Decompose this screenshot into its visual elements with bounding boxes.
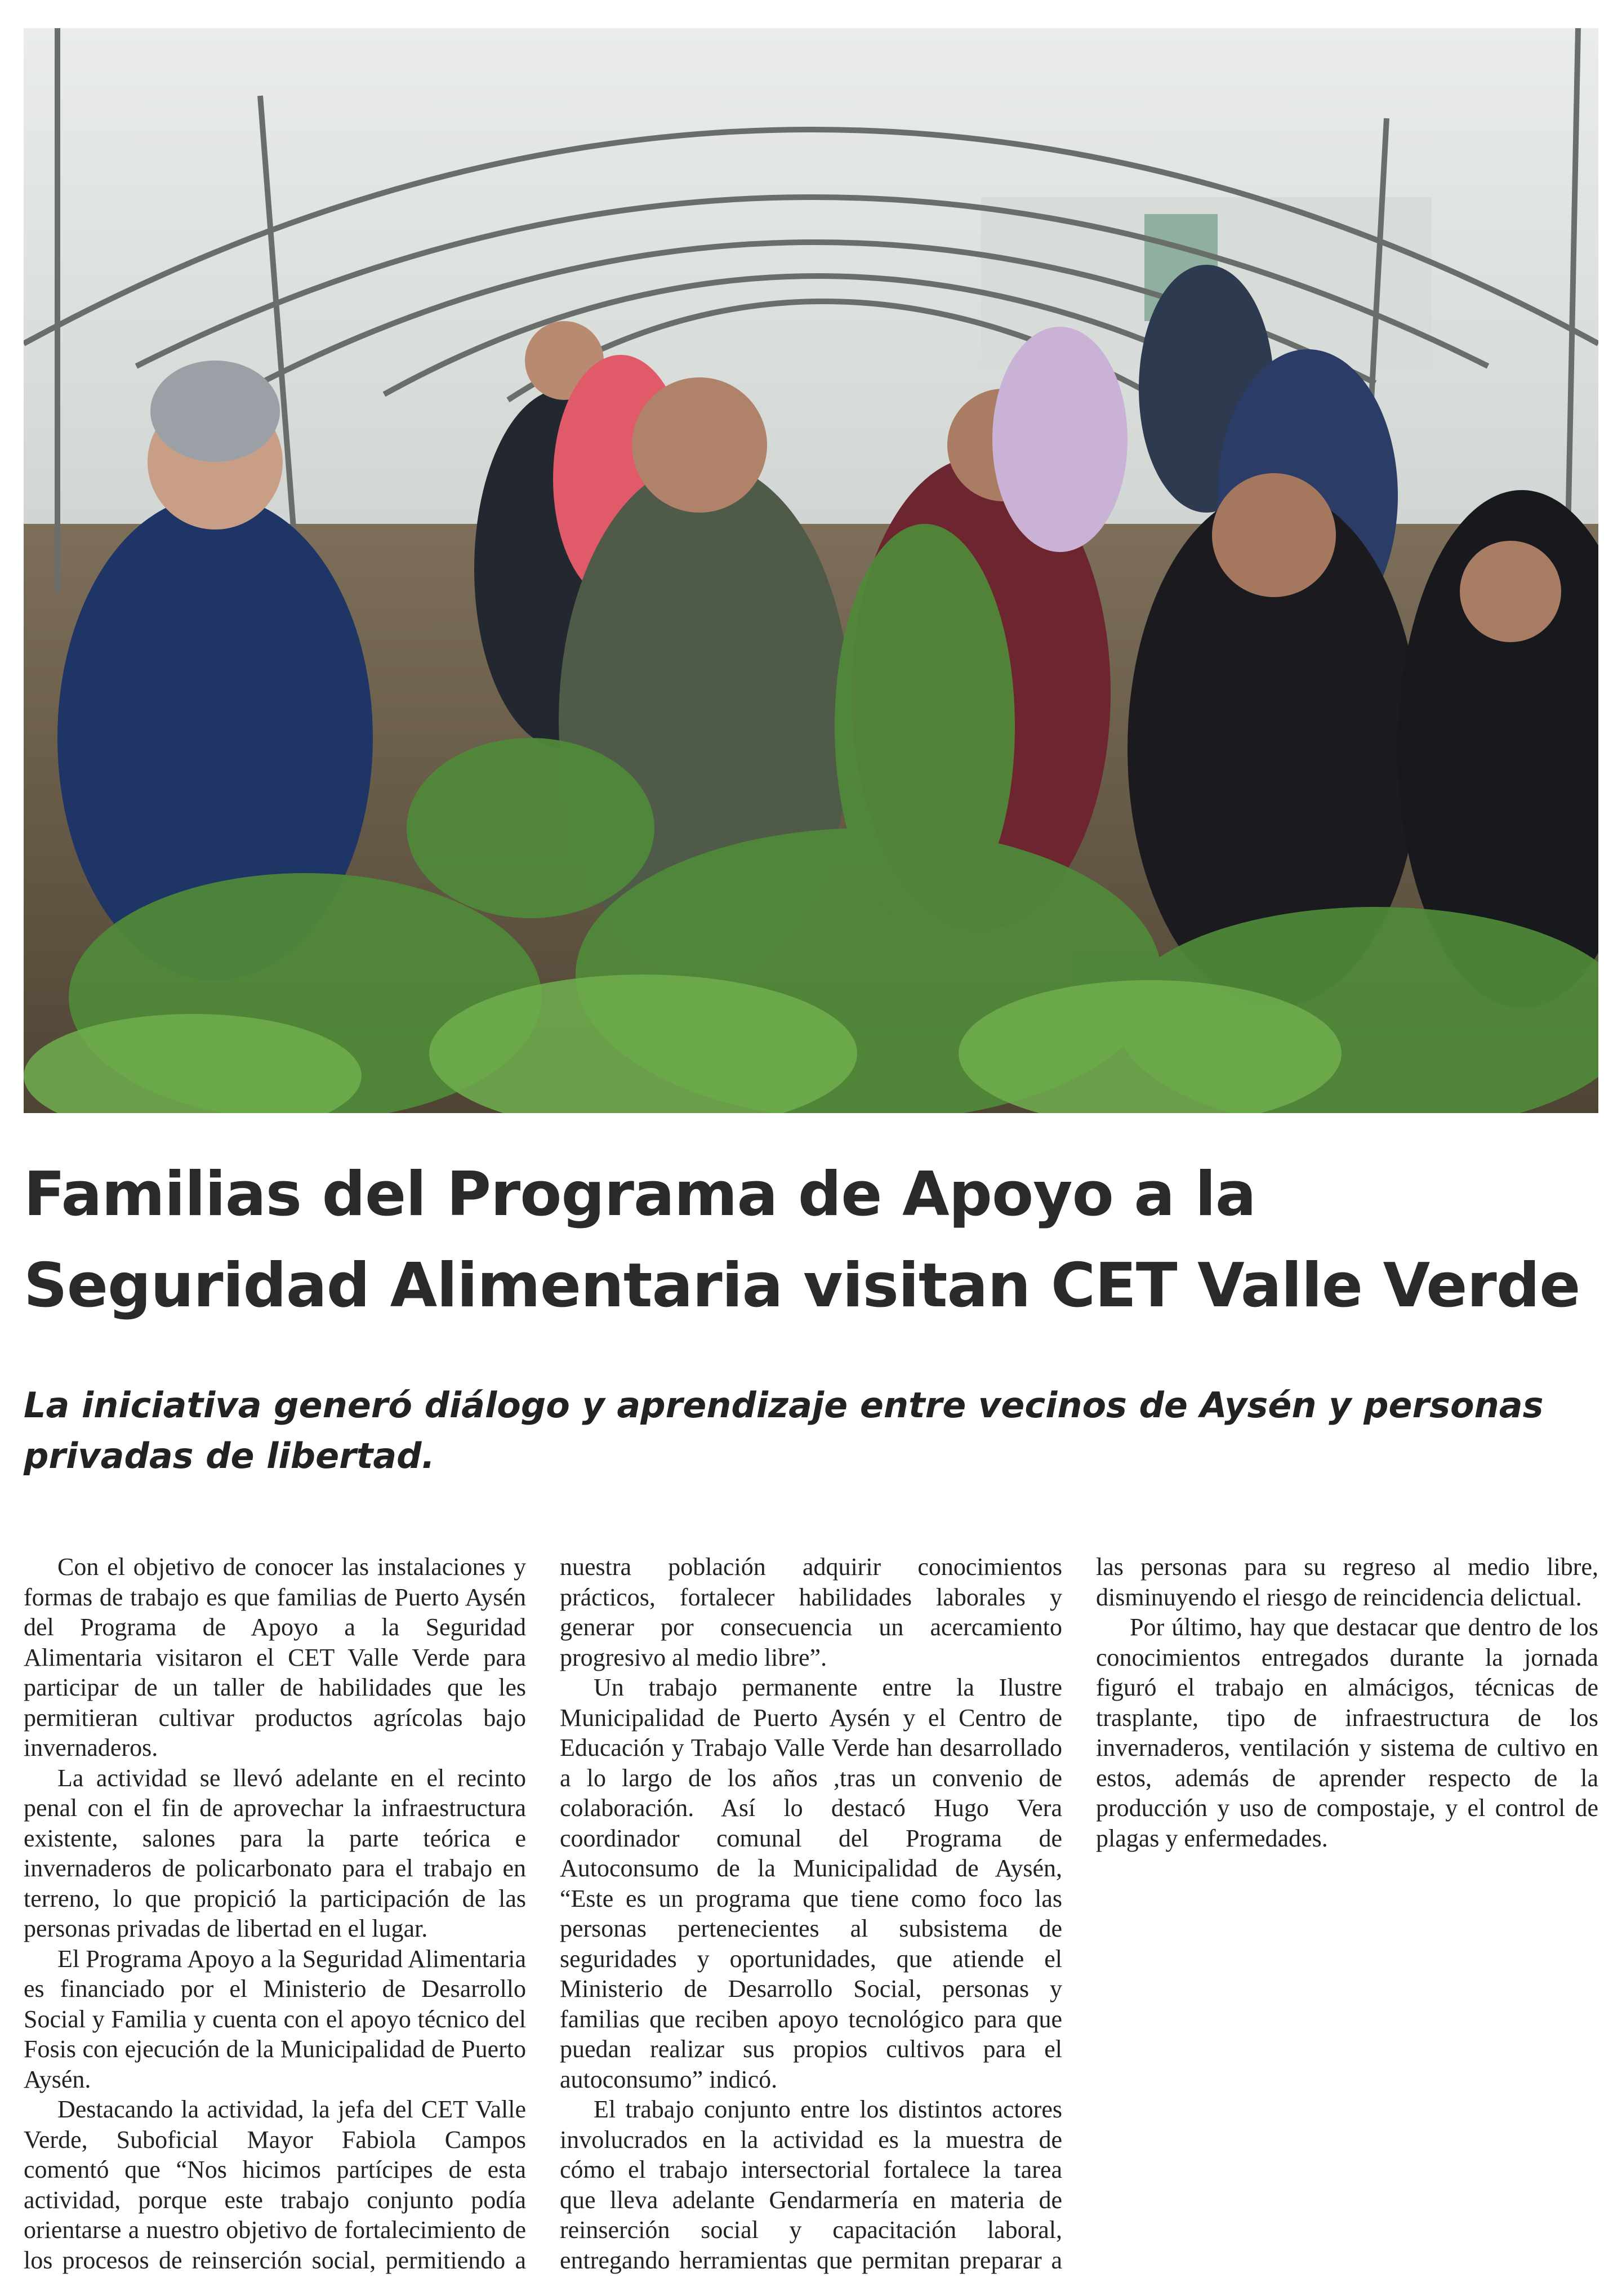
paragraph: Destacando la actividad, la jefa del CET Valle Verde, Suboficial Mayor Fabiola Campos comentó que “Nos hicimos partícipes de esta actividad, porque este trabajo conjunto podía orientarse a nuestro objetivo de fortalecimiento de los procesos de reinserción social, permitiendo a nuestra población adquirir conocimientos prácticos, fortalecer habilidades laborales y generar por consecuencia un acercamiento progresivo al medio libre”. [24,1553,1062,2274]
paragraph: El Programa Apoyo a la Seguridad Alimentaria es financiado por el Ministerio de Desarrollo Social y Familia y cuenta con el apoyo técnico del Fosis con ejecución de la Municipalidad de Puerto Aysén. [24,1945,526,2093]
paragraph: La actividad se llevó adelante en el recinto penal con el fin de aprovechar la infraestructura existente, salones para la parte teórica e invernaderos de policarbonato para el trabajo en terreno, lo que propició la participación de las personas privadas de libertad en el lugar. [24,1764,526,1942]
greenhouse-photo-illustration [24,28,1598,1113]
article-body [24,1552,1598,2284]
paragraph: Un trabajo permanente entre la Ilustre Municipalidad de Puerto Aysén y el Centro de Educación y Trabajo Valle Verde han desarrollado a lo largo de los años ,tras un convenio de colaboración. Así lo destacó Hugo Vera coordinador comunal del Programa de Autoconsumo de la Municipalidad de Aysén, “Este es un programa que tiene como foco las personas pertenecientes al subsistema de seguridades y oportunidades, que atiende el Ministerio de Desarrollo Social, personas y familias que reciben apoyo tecnológico para que puedan realizar sus propios cultivos para el autoconsumo” indicó. [560,1674,1062,2093]
headline: Familias del Programa de Apoyo a la Seguridad Alimentaria visitan CET Valle Verde [24,1159,1580,1321]
subheadline: La iniciativa generó diálogo y aprendizaje entre vecinos de Aysén y personas privadas de libertad. [24,1385,1544,1476]
paragraph: Por último, hay que destacar que dentro de los conocimientos entregados durante la jornada figuró el trabajo en almácigos, técnicas de trasplante, tipo de infraestructura de los invernaderos, ventilación y sistema de cultivo en estos, además de aprender respecto de la producción y uso de compostaje, y el control de plagas y enfermedades. [1096,1613,1598,1852]
article-photo [24,28,1598,1113]
paragraph: Con el objetivo de conocer las instalaciones y formas de trabajo es que familias de Puerto Aysén del Programa de Apoyo a la Seguridad Alimentaria visitaron el CET Valle Verde para participar de un taller de habilidades que les permitieran cultivar productos agrícolas bajo invernaderos. [24,1553,526,1761]
paragraph: El trabajo conjunto entre los distintos actores involucrados en la actividad es la muestra de cómo el trabajo intersectorial fortalece la tarea que lleva adelante Gendarmería en materia de reinserción social y capacitación laboral, entregando herramientas que permitan preparar a las personas para su regreso al medio libre, disminuyendo el riesgo de reincidencia delictual. [560,1553,1598,2274]
